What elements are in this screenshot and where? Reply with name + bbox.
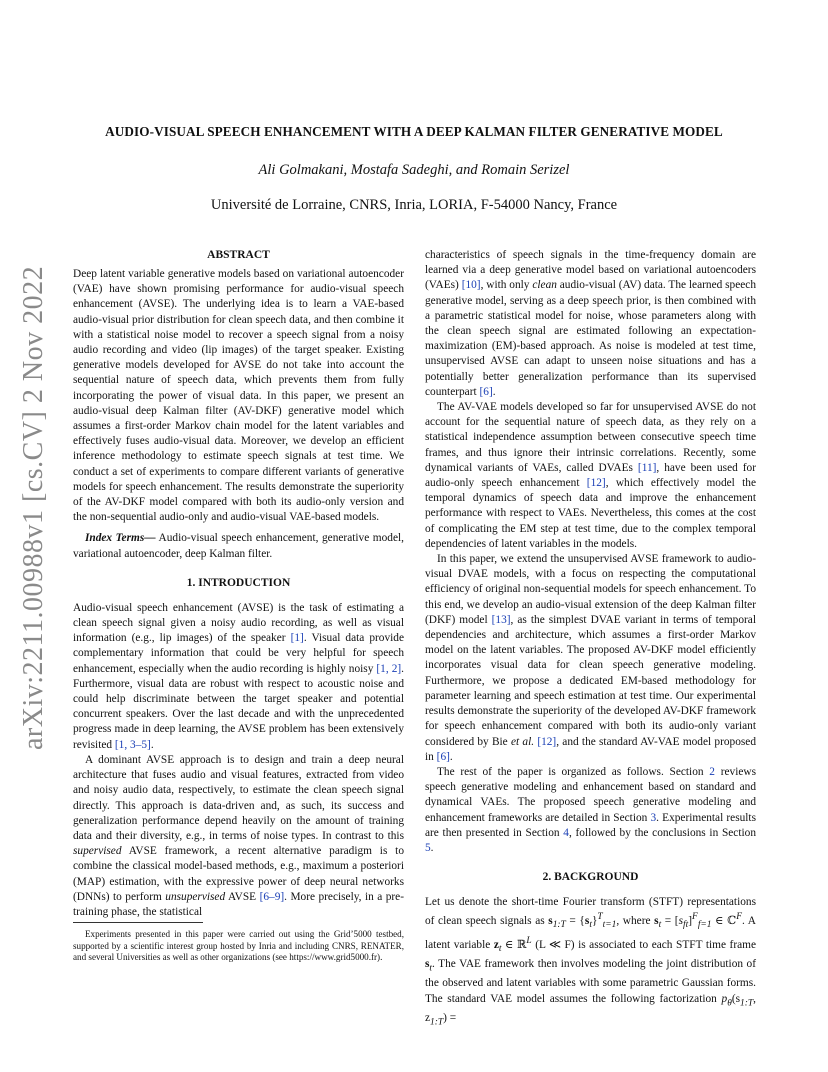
footnote-text: Experiments presented in this paper were carried out using the Grid’5000 testbed, supported by a scientific interest group hosted by Inria and including CNRS, RENATER, and several Universities as well as other organizations (see https://www.grid5000.fr).: [73, 929, 404, 963]
index-terms-text: Audio-visual speech enhancement, generative model, variational autoencoder, deep Kalman filter.: [73, 532, 405, 560]
citation-link[interactable]: [6]: [479, 385, 493, 398]
citation-link[interactable]: [10]: [461, 279, 481, 292]
right-paragraph-4: The rest of the paper is organized as follows. Section 2 reviews speech generative modeling and enhancement based on standard and dynamical VAEs. The proposed speech generative modeling and enhancement frameworks are detailed in Section 3. Experimental results are then presented in Section 4, followed by the conclusions in Section 5.: [425, 765, 756, 854]
paper-affiliation: Université de Lorraine, CNRS, Inria, LORIA, F-54000 Nancy, France: [210, 197, 618, 213]
section-link[interactable]: 4: [563, 826, 569, 839]
paper-authors: Ali Golmakani, Mostafa Sadeghi, and Romain Serizel: [258, 162, 570, 178]
arxiv-identifier: arXiv:2211.00988v1 [cs.CV] 2 Nov 2022: [18, 265, 49, 750]
footnote-divider: [73, 922, 203, 923]
footnote: [73, 922, 404, 964]
right-column: [425, 248, 756, 1030]
introduction-heading: 1. INTRODUCTION: [186, 576, 291, 589]
index-terms: [73, 531, 404, 561]
citation-link[interactable]: [1, 2]: [376, 662, 402, 675]
section-link[interactable]: 3: [650, 811, 657, 824]
section-link[interactable]: 2: [709, 765, 715, 778]
index-terms-label: Index Terms—: [85, 532, 156, 545]
right-paragraph-3: In this paper, we extend the unsupervised AVSE framework to audio-visual DVAE models, with a focus on respecting the computational efficiency of original non-sequential models for speech enhancement. To this end, we develop an audio-visual extension of the deep Kalman filter (DKF) model [13], as the simplest DVAE variant in terms of temporal dependencies and architecture, which assumes a first-order Markov model on the latent variables. The proposed AV-DKF model efficiently incorporates visual data for clean speech generative modeling. Furthermore, we propose a dedicated EM-based methodology for parameter learning and speech estimation at test time. Our experimental results demonstrate the superiority of the developed AV-DKF framework for speech enhancement compared with both its audio-only variant considered by Bie et al. [12], and the standard AV-VAE model proposed in [6].: [425, 553, 756, 763]
citation-link[interactable]: [6–9]: [259, 890, 285, 903]
citation-link[interactable]: [6]: [436, 750, 450, 763]
abstract-heading: ABSTRACT: [207, 249, 270, 261]
citation-link[interactable]: [13]: [491, 613, 511, 626]
section-link[interactable]: 5: [425, 841, 431, 854]
intro-paragraph-2: A dominant AVSE approach is to design and train a deep neural architecture that fuses audio and visual features, extracted from video and noisy audio data, respectively, to estimate the clean speech signal directly. This approach is data-driven and, as such, its success and generalization performance depend heavily on the amount of training data and their diversity, e.g., in terms of noise types. In contrast to this supervised AVSE framework, a recent alternative paradigm is to combine the classical model-based methods, e.g., maximum a posteriori (MAP) estimation, with the expressive power of deep neural networks (DNNs) to perform unsupervised AVSE [6–9]. More precisely, in a pre-training phase, the statistical: [73, 753, 404, 918]
right-paragraph-1: characteristics of speech signals in the time-frequency domain are learned via a deep generative model based on variational autoencoders (VAEs) [10], with only clean audio-visual (AV) data. The learned speech generative model, serving as a deep speech prior, is then combined with a parametric statistical model for noise, whose parameters along with the clean speech signal are estimated following an expectation-maximization (EM)-based approach. As noise is modeled at test time, unsupervised AVSE can adapt to unseen noise situations and has a potentially better generalization performance than its supervised counterpart [6].: [425, 249, 757, 398]
background-heading: 2. BACKGROUND: [542, 871, 639, 884]
background-paragraph: Let us denote the short-time Fourier transform (STFT) representations of clean speech signals as $s_{1:T} = \{s_t\}^T_{t=1}$, where $s_t = [s_{ft}]^F_{f=1}$ ∈ ℂ$^F$. A latent variable $z_t$ ∈ ℝ$^L$ (L ≪ F) is associated to each STFT time frame $s_t$. The VAE framework then involves modeling the joint distribution of the observed and latent variables with some parametric Gaussian forms. The standard VAE model assumes the following factorization $p_\theta(s_{1:T}$, $z_{1:T}$) =: [425, 896, 756, 1028]
citation-link[interactable]: [12]: [586, 477, 606, 490]
citation-link[interactable]: [12]: [537, 735, 557, 748]
citation-link[interactable]: [1, 3–5]: [114, 738, 151, 751]
paper-title: AUDIO-VISUAL SPEECH ENHANCEMENT WITH A DEEP KALMAN FILTER GENERATIVE MODEL: [105, 124, 723, 139]
right-paragraph-2: The AV-VAE models developed so far for unsupervised AVSE do not account for the sequential nature of speech data, as they rely on a statistical independence assumption between consecutive speech time frames, and thus ignore their intrinsic correlations. Recently, some dynamical variants of VAEs, called DVAEs [11], have been used for audio-only speech enhancement [12], which effectively model the temporal dynamics of speech data and improve the enhancement performance with respect to VAEs. Nevertheless, this comes at the cost of complicating the EM step at test time, due to the complex temporal dependencies of latent variables in the models.: [425, 401, 757, 550]
abstract-text: Deep latent variable generative models based on variational autoencoder (VAE) have shown promising performance for audio-visual speech enhancement (AVSE). The underlying idea is to learn a VAE-based audio-visual prior distribution for clean speech data, and then combine it with a statistical noise model to recover a speech signal from a noisy audio recording and video (lip images) of the target speaker. Existing generative models developed for AVSE do not take into account the sequential nature of speech data, which prevents them from fully incorporating the power of visual data. In this paper, we present an audio-visual deep Kalman filter (AV-DKF) generative model which assumes a first-order Markov chain model for the latent variables and effectively fuses audio-visual data. Moreover, we develop an efficient inference methodology to estimate speech signals at test time. We conduct a set of experiments to compare different variants of generative models for speech enhancement. The results demonstrate the superiority of the AV-DKF model compared with both its audio-only version and the non-sequential audio-only and audio-visual VAE-based models.: [73, 268, 404, 524]
intro-paragraph-1: Audio-visual speech enhancement (AVSE) is the task of estimating a clean speech signal given a noisy audio recording, as well as visual information (e.g., lip images) of the speaker [1]. Visual data provide complementary information that could be very helpful for speech enhancement, especially when the audio recording is highly noisy [1, 2]. Furthermore, visual data are robust with respect to acoustic noise and could help discriminate between the target speaker and potential concurrent speakers. Over the last decade and with the unprecedented progress made in deep learning, the AVSE problem has been extensively revisited [1, 3–5].: [73, 601, 405, 751]
left-column: [73, 248, 404, 920]
citation-link[interactable]: [1]: [290, 632, 304, 645]
citation-link[interactable]: [11]: [637, 461, 657, 474]
